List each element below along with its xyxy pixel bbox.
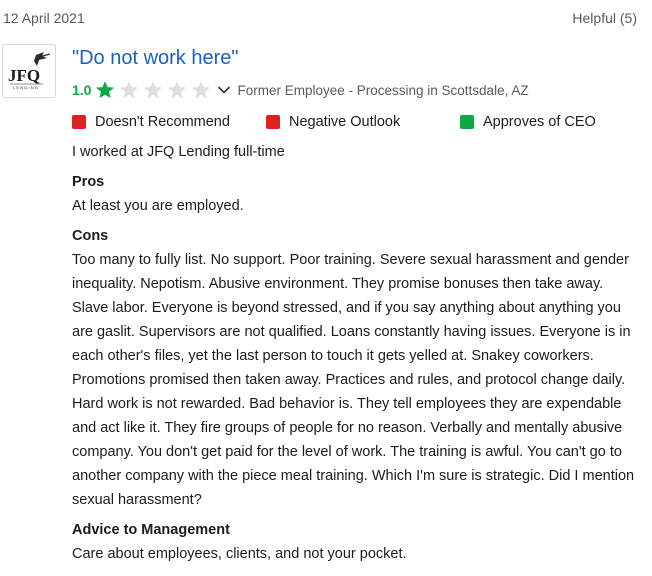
star-icon [119,80,139,100]
indicator-label: Approves of CEO [483,114,596,130]
review-content [72,44,642,566]
pros-heading: Pros [72,174,105,190]
indicator-outlook [266,110,400,134]
author-info: Former Employee - Processing in Scottsdale, AZ [237,82,529,98]
indicator-ceo [460,110,596,134]
indicator-label: Negative Outlook [289,114,401,130]
star-icon [167,80,187,100]
helpful-button[interactable]: Helpful (5) [572,10,637,26]
company-logo[interactable] [2,44,56,98]
cons-heading: Cons [72,228,109,244]
employment-status: I worked at JFQ Lending full-time [72,144,285,160]
advice-heading: Advice to Management [72,522,230,538]
star-icon [95,80,115,100]
cons-text: Too many to fully list. No support. Poor training. Severe sexual harassment and gender inequality. Nepotism. Abusive environment. They promise bonuses then take away. Slave labor. Everyone is beyond stressed, and if you say anything about anything you are gaslit. Supervisors are not qualified. Loans constantly having issues. Everyone is in each other's files, yet the last person to touch it gets yelled at. Snakey coworkers. Promotions promised then taken away. Practices and rules, and protocol change daily. Hard work is not rewarded. Bad behavior is. They tell employees they are expendable and act like it. They fire groups of people for no reason. Verbally and mentally abusive company. You don't get paid for the level of work. The training is awful. You can't go to another company with the piece meal training. Which I'm sure is strategic. Did I mention sexual harassment? [72,252,635,508]
chevron-down-icon[interactable] [217,83,231,97]
star-icon [191,80,211,100]
review-date: 12 April 2021 [3,10,85,26]
green-square-icon [460,115,474,129]
logo-subtext: LENDING [13,85,40,90]
review-title[interactable]: "Do not work here" [72,47,239,69]
review-indicators [72,110,642,134]
rating-row [72,78,642,102]
red-square-icon [266,115,280,129]
red-square-icon [72,115,86,129]
rating-value: 1.0 [72,82,92,98]
advice-text: Care about employees, clients, and not your pocket. [72,546,407,562]
indicator-recommend [72,110,230,134]
logo-text: JFQ [8,66,41,85]
indicator-label: Doesn't Recommend [95,114,230,130]
pros-text: At least you are employed. [72,198,244,214]
jfq-lending-logo [3,45,55,97]
star-icon [143,80,163,100]
review-header-row [0,0,652,36]
star-rating [95,80,215,100]
